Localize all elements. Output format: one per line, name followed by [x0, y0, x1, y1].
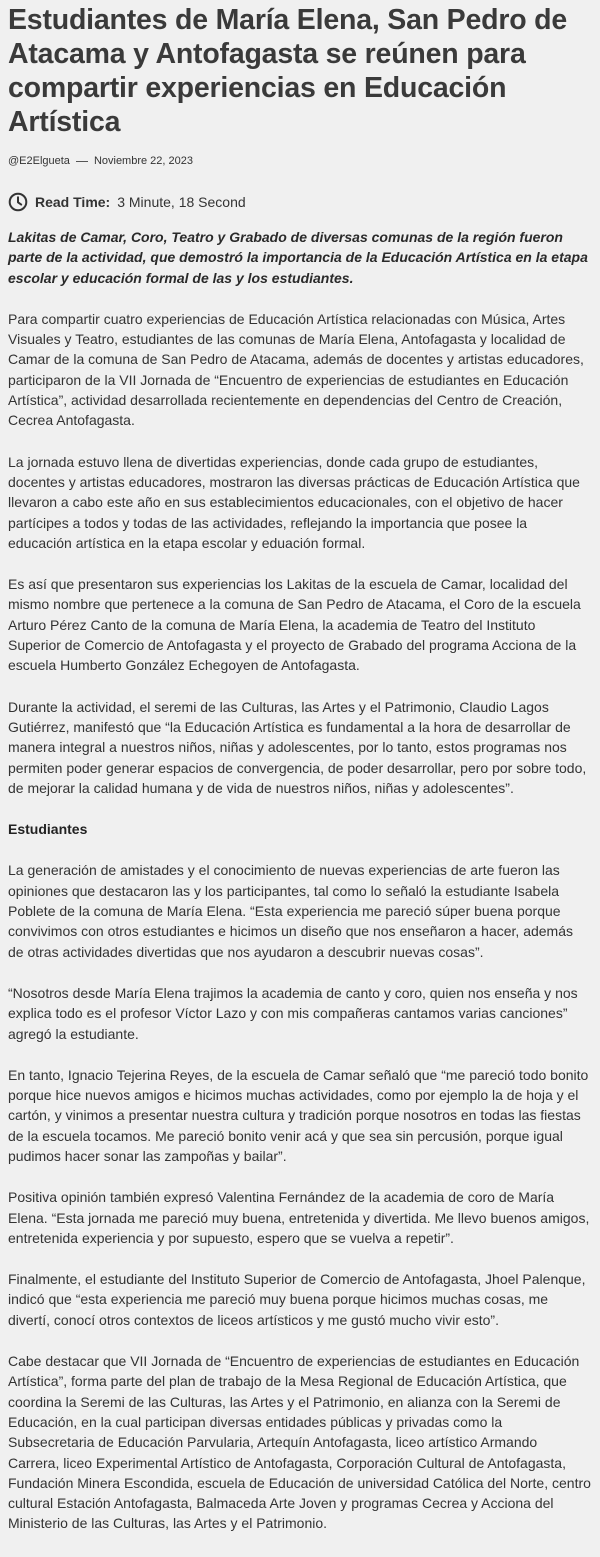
paragraph: “Nosotros desde María Elena trajimos la academia de canto y coro, quien nos enseña y nos explica todo es el profesor Víctor Lazo y con mis compañeras cantamos varias canciones” agregó la estudiante.: [8, 984, 578, 1042]
paragraph: Positiva opinión también expresó Valentina Fernández de la academia de coro de María Elena. “Esta jornada me pareció muy buena, entretenida y divertida. Me llevo buenos amigos, entretenida experiencia y por supuesto, espero que se vuelva a repetir”.: [8, 1189, 590, 1246]
paragraph: Durante la actividad, el seremi de las Culturas, las Artes y el Patrimonio, Claudio Lagos Gutiérrez, manifestó que “la Educación Artística es fundamental a la hora de desarrollar de manera integral a nuestros niños, niñas y adolescentes, por lo tanto, estos programas nos permiten poder generar espacios de convergencia, de poder desarrollar, pero por sobre todo, de mejorar la calidad humana y de vida de nuestros niños, niñas y adolescentes”.: [8, 698, 587, 796]
read-time-label: Read Time:: [35, 194, 111, 210]
meta-separator: [76, 161, 88, 162]
paragraph: En tanto, Ignacio Tejerina Reyes, de la escuela de Camar señaló que “me pareció todo bonito porque hice nuevos amigos e hicimos muchas actividades, como por ejemplo la de hoja y el cartón, y vinimos a presentar nuestra cultura y tradición porque nosotros en todas las fiestas de la escuela tocamos. Me pareció bonito venir acá y que sea sin percusión, porque igual pudimos hacer sonar las zampoñas y bailar”.: [8, 1066, 589, 1164]
page-title: Estudiantes de María Elena, San Pedro de Atacama y Antofagasta se reúnen para compartir experiencias en Educación Artística: [8, 4, 568, 138]
read-time-value: 3 Minute, 18 Second: [117, 194, 246, 210]
section-heading-estudiantes: Estudiantes: [8, 821, 88, 838]
paragraph: Para compartir cuatro experiencias de Educación Artística relacionadas con Música, Artes Visuales y Teatro, estudiantes de las comunas de María Elena, Antofagasta y localidad de Camar de la comuna de San Pedro de Atacama, además de docentes y artistas educadores, participaron de la VII Jornada de “Encuentro de experiencias de estudiantes en Educación Artística”, actividad desarrollada recientemente en dependencias del Centro de Creación, Cecrea Antofagasta.: [8, 310, 584, 429]
paragraph: Finalmente, el estudiante del Instituto Superior de Comercio de Antofagasta, Jhoel Palenque, indicó que “esta experiencia me pareció muy buena porque hicimos muchas cosas, me divertí, conocí otros contextos de liceos artísticos y me gustó mucho vivir esto”.: [8, 1271, 586, 1328]
article-meta: [8, 153, 592, 169]
author-link[interactable]: @E2Elgueta: [8, 155, 70, 167]
paragraph: Cabe destacar que VII Jornada de “Encuentro de experiencias de estudiantes en Educación Artística”, forma parte del plan de trabajo de la Mesa Regional de Educación Artística, que coordina la Seremi de las Culturas, las Artes y el Patrimonio, en alianza con la Seremi de Educación, en la cual participan diversas entidades públicas y privadas como la Subsecretaria de Educación Parvularia, Artequín Antofagasta, liceo artístico Armando Carrera, liceo Experimental Artístico de Antofagasta, Corporación Cultural de Antofagasta, Fundación Minera Escondida, escuela de Educación de universidad Católica del Norte, centro cultural Estación Antofagasta, Balmaceda Arte Joven y programas Cecrea y Acciona del Ministerio de las Culturas, las Artes y el Patrimonio.: [8, 1353, 591, 1532]
article-body: [8, 309, 592, 1534]
paragraph: La generación de amistades y el conocimiento de nuevas experiencias de arte fueron las opiniones que destacaron las y los participantes, tal como lo señaló la estudiante Isabela Poblete de la comuna de María Elena. “Esta experiencia me pareció súper buena porque convivimos con otros estudiantes e hicimos un diseño que nos enseñaron a hacer, además de otras actividades divertidas que nos ayudaron a descubrir nuevas cosas”.: [8, 862, 574, 960]
clock-icon: [8, 192, 28, 212]
paragraph: Es así que presentaron sus experiencias los Lakitas de la escuela de Camar, localidad del mismo nombre que pertenece a la comuna de San Pedro de Atacama, el Coro de la escuela Arturo Pérez Canto de la comuna de María Elena, la academia de Teatro del Instituto Superior de Comercio de Antofagasta y el proyecto de Grabado del programa Acciona de la escuela Humberto González Echegoyen de Antofagasta.: [8, 576, 581, 674]
article-lead: Lakitas de Camar, Coro, Teatro y Grabado de diversas comunas de la región fueron parte de la actividad, que demostró la importancia de la Educación Artística en la etapa escolar y educación formal de las y los estudiantes.: [8, 229, 588, 286]
paragraph: La jornada estuvo llena de divertidas experiencias, donde cada grupo de estudiantes, docentes y artistas educadores, mostraron las diversas prácticas de Educación Artística que llevaron a cabo este año en sus establecimientos educacionales, con el objetivo de hacer partícipes a todos y todas de las actividades, reflejando la importancia que posee la educación artística en la etapa escolar y eduación formal.: [8, 453, 580, 551]
publish-date: Noviembre 22, 2023: [93, 155, 193, 167]
read-time: [8, 190, 592, 214]
